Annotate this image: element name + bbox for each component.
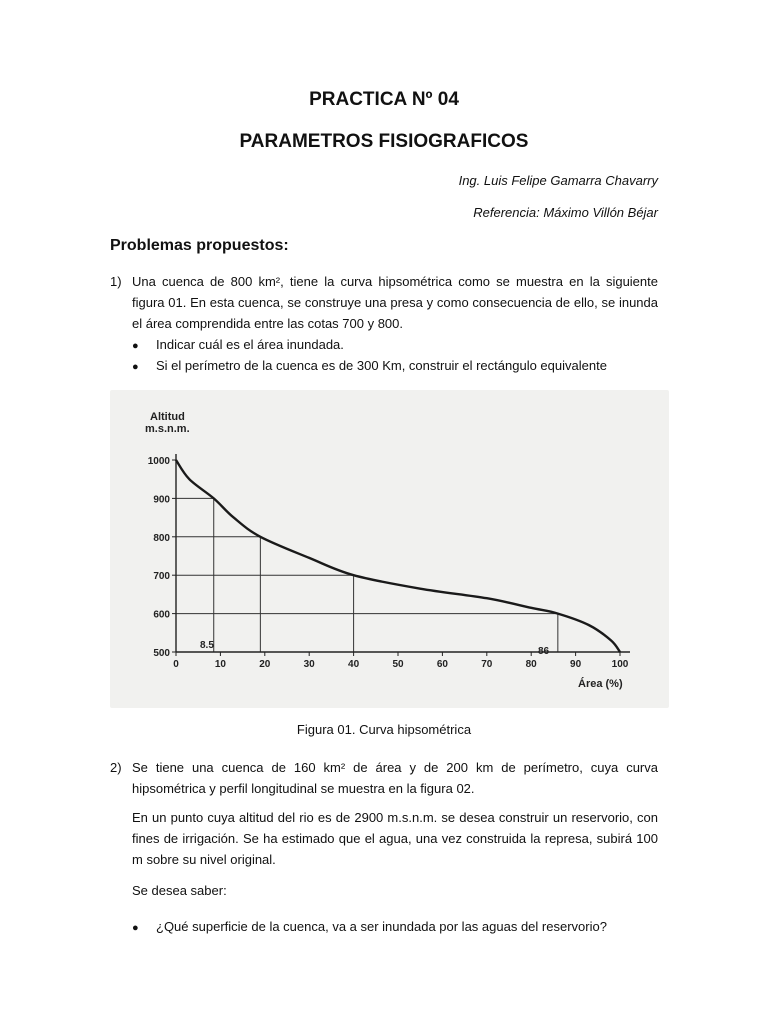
problem-2-text-2: En un punto cuya altitud del rio es de 2900 m.s.n.m. se desea construir un reservorio, con fines de irrigación. Se ha estimado que el agua, una vez construida la represa, subirá 100 m sobre su nivel original. xyxy=(132,810,658,867)
problem-2-bullet xyxy=(132,916,607,939)
document-subtitle: PARAMETROS FISIOGRAFICOS xyxy=(239,131,529,152)
y-tick-label: 700 xyxy=(153,571,170,583)
x-tick-label: 40 xyxy=(348,659,360,670)
x-tick-label: 30 xyxy=(303,659,315,670)
bullet-icon: ● xyxy=(132,922,139,934)
y-tick-label: 1000 xyxy=(147,456,170,467)
x-tick-label: 0 xyxy=(173,659,179,670)
hypsometric-chart xyxy=(110,390,669,708)
annotation-86: 86 xyxy=(538,646,550,657)
y-axis-label: Altitud xyxy=(150,411,185,423)
hypsometric-curve xyxy=(176,460,620,652)
bullet-text: Indicar cuál es el área inundada. xyxy=(156,337,344,352)
x-tick-label: 70 xyxy=(481,659,493,670)
bullet-text: Si el perímetro de la cuenca es de 300 Km, construir el rectángulo equivalente xyxy=(156,358,607,373)
problem-1-number: 1) xyxy=(110,274,122,289)
y-tick-label: 800 xyxy=(153,532,170,544)
figure-caption: Figura 01. Curva hipsométrica xyxy=(296,722,472,737)
x-tick-label: 80 xyxy=(525,659,537,670)
y-tick-label: 900 xyxy=(153,494,170,506)
x-axis-label: Área (%) xyxy=(578,678,623,690)
section-title: Problemas propuestos: xyxy=(110,237,289,254)
y-axis-label-unit: m.s.n.m. xyxy=(145,423,190,435)
problem-1-bullet xyxy=(132,334,344,357)
problem-2-text: Se tiene una cuenca de 160 km² de área y de 200 km de perímetro, cuya curva hipsométrica y perfil longitudinal se muestra en la figura 02. xyxy=(132,760,658,796)
hypsometric-curve-figure xyxy=(110,390,669,708)
y-tick-label: 500 xyxy=(153,648,170,659)
problem-2-number: 2) xyxy=(110,760,122,775)
bullet-icon: ● xyxy=(132,340,139,352)
x-tick-label: 90 xyxy=(570,659,582,670)
x-tick-label: 10 xyxy=(214,659,226,670)
x-tick-label: 20 xyxy=(259,659,271,670)
x-tick-label: 50 xyxy=(392,659,404,670)
problem-1-text: Una cuenca de 800 km², tiene la curva hipsométrica como se muestra en la siguiente figura 01. En esta cuenca, se construye una presa y como consecuencia de ello, se inunda el área comprendida entre las cotas 700 y 800. xyxy=(132,274,658,331)
annotation-8-5: 8.5 xyxy=(200,640,214,651)
bullet-icon: ● xyxy=(132,361,139,373)
document-title: PRACTICA Nº 04 xyxy=(309,89,459,110)
problem-1-bullet xyxy=(132,355,607,378)
x-tick-label: 100 xyxy=(611,659,629,670)
problem-2-text-3: Se desea saber: xyxy=(132,883,227,898)
bullet-text: ¿Qué superficie de la cuenca, va a ser inundada por las aguas del reservorio? xyxy=(156,919,607,934)
x-tick-label: 60 xyxy=(436,659,448,670)
reference-line: Referencia: Máximo Villón Béjar xyxy=(473,205,658,220)
author-line: Ing. Luis Felipe Gamarra Chavarry xyxy=(458,173,658,188)
y-tick-label: 600 xyxy=(153,609,170,621)
